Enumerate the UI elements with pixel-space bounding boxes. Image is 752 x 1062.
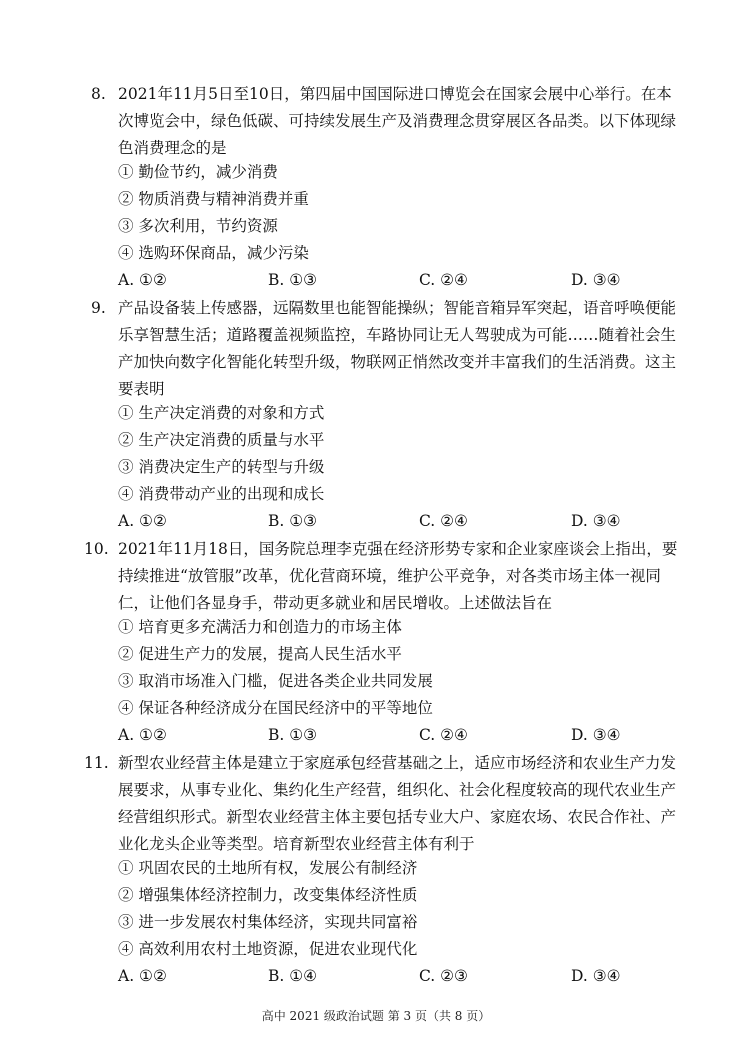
choice-b: B. ①④ <box>268 967 318 985</box>
choice-d: D. ③④ <box>571 726 621 744</box>
option-4: ④ 高效利用农村土地资源，促进农业现代化 <box>118 940 418 958</box>
question-number: 10. <box>84 540 109 558</box>
answer-choices <box>118 267 678 294</box>
choice-c: C. ②③ <box>419 967 468 985</box>
question-stem: 新型农业经营主体是建立于家庭承包经营基础之上，适应市场经济和农业生产力发展要求，从事专业化、集约化生产经营，组织化、社会化程度较高的现代农业生产经营组织形式。新型农业经营主体主要包括专业大户、家庭农场、农民合作社、产业化龙头企业等类型。培育新型农业经营主体有利于 <box>118 754 677 853</box>
option-1: ① 培育更多充满活力和创造力的市场主体 <box>118 618 402 636</box>
option-2: ② 促进生产力的发展，提高人民生活水平 <box>118 645 402 663</box>
option-3: ③ 消费决定生产的转型与升级 <box>118 458 325 476</box>
choice-d: D. ③④ <box>571 271 621 289</box>
choice-a: A. ①② <box>118 967 167 985</box>
question-number: 9. <box>91 299 106 317</box>
option-4: ④ 选购环保商品，减少污染 <box>118 244 309 262</box>
choice-b: B. ①③ <box>268 512 318 530</box>
question-number: 11. <box>84 754 109 772</box>
choice-c: C. ②④ <box>419 726 468 744</box>
option-4: ④ 消费带动产业的出现和成长 <box>118 485 325 503</box>
choice-b: B. ①③ <box>268 726 318 744</box>
answer-choices <box>118 722 678 749</box>
option-1: ① 勤俭节约，减少消费 <box>118 163 278 181</box>
choice-d: D. ③④ <box>571 967 621 985</box>
answer-choices <box>118 508 678 535</box>
choice-a: A. ①② <box>118 726 167 744</box>
option-1: ① 巩固农民的土地所有权，发展公有制经济 <box>118 859 418 877</box>
option-1: ① 生产决定消费的对象和方式 <box>118 404 325 422</box>
choice-b: B. ①③ <box>268 271 318 289</box>
option-3: ③ 取消市场准入门槛，促进各类企业共同发展 <box>118 672 433 690</box>
choice-a: A. ①② <box>118 512 167 530</box>
question-stem: 产品设备装上传感器，远隔数里也能智能操纵；智能音箱异军突起，语音呼唤便能乐享智慧生活；道路覆盖视频监控，车路协同让无人驾驶成为可能……随着社会生产加快向数字化智能化转型升级，物联网正悄然改变并丰富我们的生活消费。这主要表明 <box>118 299 677 398</box>
answer-choices <box>118 963 678 990</box>
choice-c: C. ②④ <box>419 512 468 530</box>
question-stem: 2021年11月5日至10日，第四届中国国际进口博览会在国家会展中心举行。在本次博览会中，绿色低碳、可持续发展生产及消费理念贯穿展区各品类。以下体现绿色消费理念的是 <box>118 85 677 157</box>
option-2: ② 物质消费与精神消费并重 <box>118 190 309 208</box>
choice-c: C. ②④ <box>419 271 468 289</box>
option-4: ④ 保证各种经济成分在国民经济中的平等地位 <box>118 699 433 717</box>
option-3: ③ 多次利用，节约资源 <box>118 217 278 235</box>
choice-a: A. ①② <box>118 271 167 289</box>
option-2: ② 生产决定消费的质量与水平 <box>118 431 325 449</box>
choice-d: D. ③④ <box>571 512 621 530</box>
option-2: ② 增强集体经济控制力，改变集体经济性质 <box>118 886 418 904</box>
question-number: 8. <box>91 85 106 103</box>
page-footer: 高中 2021 级政治试题 第 3 页（共 8 页） <box>261 1009 491 1023</box>
option-3: ③ 进一步发展农村集体经济，实现共同富裕 <box>118 913 418 931</box>
question-stem: 2021年11月18日，国务院总理李克强在经济形势专家和企业家座谈会上指出，要持续推进“放管服”改革，优化营商环境，维护公平竞争，对各类市场主体一视同仁，让他们各显身手，带动更多就业和居民增收。上述做法旨在 <box>118 540 678 612</box>
